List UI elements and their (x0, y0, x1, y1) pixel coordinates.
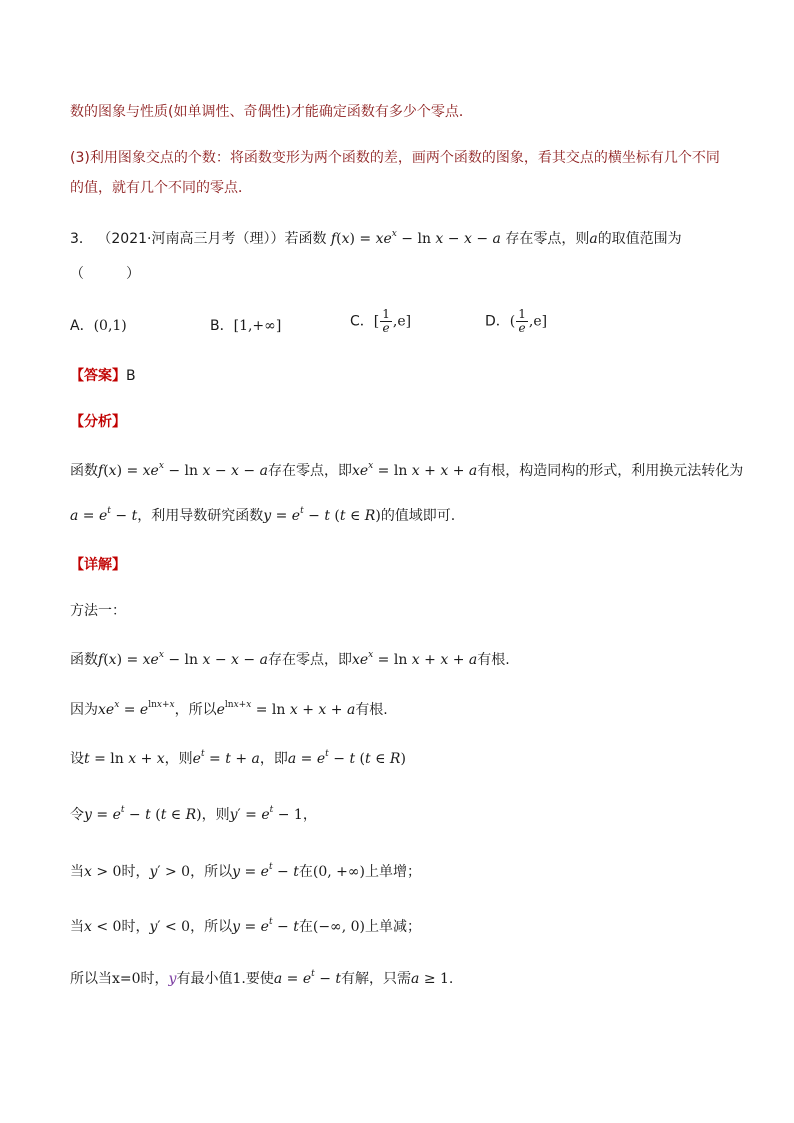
step4-formula-1: $y = e^t - t$ (t ∈ R) (84, 805, 202, 823)
step7-y: y (168, 971, 177, 987)
detail-step-2 (70, 700, 734, 720)
analysis-text-2: 存在零点，即 (267, 463, 352, 479)
step5-text-2: 时， (121, 864, 150, 880)
step2-formula-1: $xe^x = e^{lnx+x}$ (98, 700, 175, 718)
step6-text-4: 在 (298, 919, 313, 935)
analysis-paragraph-2 (70, 506, 734, 526)
analysis-text-1: 函数 (70, 463, 98, 479)
step1-text-1: 函数 (70, 652, 98, 668)
option-b-label: B． (210, 318, 234, 334)
step5-formula-1: x > 0 (84, 864, 122, 880)
option-b-value: [1,+∞] (233, 318, 282, 334)
step7-text-5: 有解，只需 (341, 971, 412, 987)
step3-formula-1: t = ln x + x (84, 751, 165, 767)
step1-text-2: 存在零点，即 (267, 652, 352, 668)
step5-text-1: 当 (70, 864, 84, 880)
option-d-rest: ,e] (528, 313, 548, 330)
option-c-label: C． (350, 313, 374, 330)
question-stem (70, 229, 734, 249)
step5-text-3: ，所以 (190, 864, 233, 880)
detail-step-3 (70, 749, 734, 769)
step3-text-1: 设 (70, 751, 84, 767)
step3-formula-3: $a = e^t - t$ (t ∈ R) (287, 749, 406, 767)
step1-formula-1: $f(x) = xe^x - \ln x - x - a$ (98, 650, 268, 668)
option-c-rest: ,e] (392, 313, 412, 330)
stem-text-3: 的取值范围为 (597, 231, 682, 247)
step3-text-3: ，即 (259, 751, 288, 767)
option-d-fraction (516, 308, 528, 335)
step6-formula-2: y′ < 0 (149, 919, 191, 935)
step7-formula-1: x=0 (112, 971, 141, 987)
step5-formula-2: y′ > 0 (149, 864, 191, 880)
step4-formula-2: $y' = e^t - 1$ (229, 805, 303, 823)
step4-text-3: ， (302, 807, 317, 823)
intro-line-3: 的值，就有几个不同的零点． (70, 180, 252, 196)
analysis-text-3: 有根，构造同构的形式，利用换元法转化为 (477, 463, 744, 479)
function-expression-rhs: ) = $xe^x - \ln x - x - a$ (349, 229, 501, 247)
step6-formula-4: (−∞, 0) (312, 919, 365, 935)
option-d-bracket: ( (509, 313, 516, 330)
option-a-label: A． (70, 318, 94, 334)
function-expression-x: x (341, 231, 350, 247)
step7-text-3: 有最小值 (176, 971, 233, 987)
step6-formula-1: x < 0 (84, 919, 122, 935)
detail-step-5 (70, 862, 734, 882)
step3-text-2: ，则 (164, 751, 193, 767)
detail-step-6 (70, 917, 734, 937)
step5-text-5: 上单增； (364, 864, 421, 880)
detail-step-4 (70, 805, 734, 825)
answer-tag: 【答案】 (70, 368, 126, 384)
step7-text-2: 时， (140, 971, 169, 987)
detail-step-7 (70, 969, 734, 989)
step7-text-1: 所以当 (70, 971, 112, 987)
step5-text-4: 在 (298, 864, 313, 880)
option-c-den: e (382, 321, 390, 335)
option-d-num: 1 (518, 307, 526, 321)
detail-step-1 (70, 650, 734, 670)
formula-y-def: $y = e^t - t$ (t ∈ R) (263, 506, 381, 524)
option-c[interactable] (350, 308, 411, 335)
option-c-fraction (380, 308, 392, 335)
question-source: （2021·河南高三月考（理）） (97, 231, 285, 247)
formula-equation: $xe^x = \ln x + x + a$ (351, 461, 478, 479)
step7-text-4: 要使 (245, 971, 274, 987)
analysis-heading (70, 412, 734, 432)
step6-text-3: ，所以 (190, 919, 233, 935)
formula-a-def: $a = e^t - t$ (70, 506, 138, 524)
answer-paren: （ ） (70, 266, 140, 282)
step4-text-1: 令 (70, 807, 84, 823)
step2-text-1: 因为 (70, 702, 98, 718)
step2-text-2: ，所以 (174, 702, 217, 718)
analysis-text-5: 的值域即可. (380, 508, 456, 524)
step1-text-3: 有根. (477, 652, 510, 668)
step7-formula-2: $a = e^t - t$ (273, 969, 342, 987)
analysis-tag: 【分析】 (70, 414, 126, 430)
intro-line-2: (3)利用图象交点的个数：将函数变形为两个函数的差，画两个函数的图象，看其交点的横坐标有几个不同 (70, 150, 720, 166)
step6-formula-3: $y = e^t - t$ (232, 917, 299, 935)
step6-text-1: 当 (70, 919, 84, 935)
step6-text-2: 时， (121, 919, 150, 935)
option-d-den: e (518, 321, 526, 335)
option-b[interactable] (210, 316, 281, 336)
answer-value: B (126, 368, 136, 384)
option-c-bracket: [ (373, 313, 380, 330)
option-d-label: D． (485, 313, 510, 330)
stem-text-2: 存在零点，则 (505, 231, 590, 247)
detail-tag: 【详解】 (70, 557, 126, 573)
step6-text-5: 上单减； (364, 919, 421, 935)
step4-text-2: ，则 (201, 807, 230, 823)
option-d[interactable] (485, 308, 547, 335)
step2-formula-2: $e^{lnx+x} = \ln x + x + a$ (216, 700, 356, 718)
function-expression: f (330, 231, 337, 247)
option-c-num: 1 (382, 307, 390, 321)
step2-text-3: 有根. (355, 702, 388, 718)
option-a-value: (0,1) (93, 318, 127, 334)
option-a[interactable] (70, 316, 127, 336)
step1-formula-2: $xe^x = \ln x + x + a$ (351, 650, 478, 668)
question-number: 3． (70, 231, 93, 247)
answer-line (70, 366, 734, 386)
method-label: 方法一： (70, 603, 126, 619)
step7-formula-3: a ≥ 1. (411, 971, 454, 987)
stem-text-1: 若函数 (284, 231, 327, 247)
options-row (70, 307, 734, 344)
analysis-paragraph-1 (70, 461, 744, 481)
step3-formula-2: $e^t = t + a$ (192, 749, 260, 767)
formula-fx: $f(x) = xe^x - \ln x - x - a$ (98, 461, 268, 479)
step7-value: 1. (232, 971, 246, 987)
intro-line-1: 数的图象与性质(如单调性、奇偶性)才能确定函数有多少个零点． (70, 104, 473, 120)
function-expression-paren: ( (336, 231, 342, 247)
step5-formula-4: (0, +∞) (312, 864, 365, 880)
analysis-text-4: ，利用导数研究函数 (137, 508, 264, 524)
variable-a: a (589, 231, 598, 247)
step5-formula-3: $y = e^t - t$ (232, 862, 299, 880)
detail-heading (70, 555, 734, 575)
